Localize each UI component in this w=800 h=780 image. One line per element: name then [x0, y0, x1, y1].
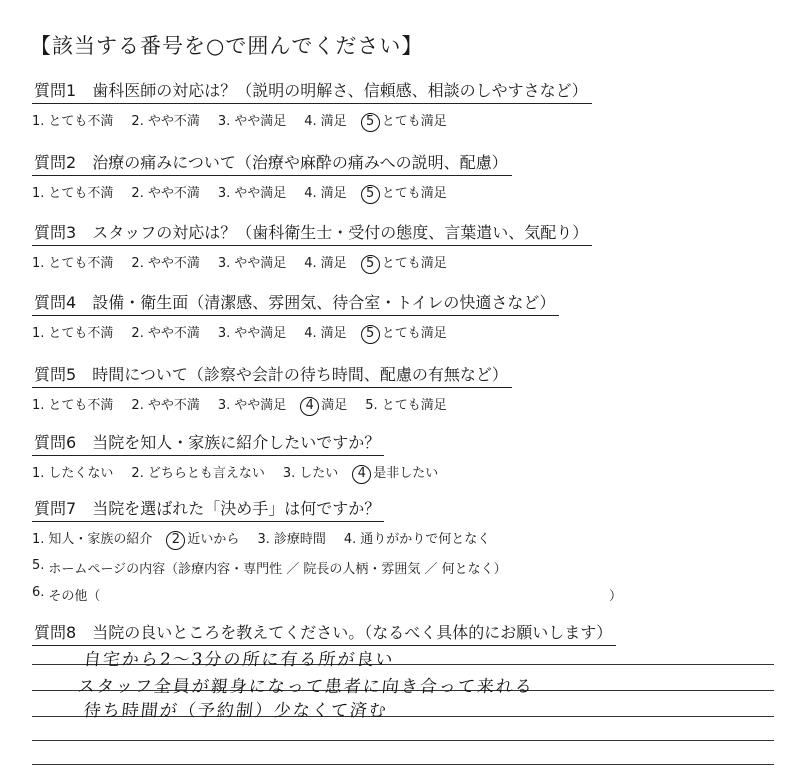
handwritten-answer-3: 待ち時間が（予約制）少なくて済む: [82, 701, 389, 721]
question-text: 歯科医師の対応は？（説明の明解さ、信頼感、相談のしやすさなど）: [92, 81, 588, 100]
option-5[interactable]: 5. とても満足: [365, 398, 447, 413]
answer-options: [32, 252, 772, 274]
question-text: 時間について（診察や会計の待ち時間、配慮の有無など）: [92, 365, 508, 384]
option-5-selected[interactable]: 5 とても満足: [365, 322, 447, 344]
question-title: [32, 362, 512, 388]
question-label: 質問6: [34, 433, 77, 452]
option-3[interactable]: 3. やや満足: [217, 114, 287, 129]
question-2: [32, 150, 772, 204]
option-1[interactable]: 1. とても不満: [32, 186, 114, 201]
question-label: 質問3: [34, 223, 77, 242]
question-label: 質問8: [34, 623, 77, 642]
option-4[interactable]: 4. 満足: [304, 326, 347, 341]
option-2[interactable]: 2. どちらとも言えない: [131, 466, 265, 481]
question-title: [32, 496, 384, 522]
page-title: 【該当する番号を○で囲んでください】: [30, 34, 424, 58]
option-4[interactable]: 4. 満足: [304, 256, 347, 271]
option-1[interactable]: 1. とても不満: [32, 398, 114, 413]
option-1[interactable]: 1. とても不満: [32, 326, 114, 341]
handwritten-answer-1: 自宅から2〜3分の所に有る所が良い: [82, 650, 396, 670]
option-3[interactable]: 3. やや満足: [217, 256, 287, 271]
question-text: スタッフの対応は？（歯科衛生士・受付の態度、言葉遣い、気配り）: [92, 223, 589, 242]
q7-option-3[interactable]: 3. 診療時間: [257, 532, 326, 547]
option-2[interactable]: 2. やや不満: [131, 256, 200, 271]
q7-option-6[interactable]: 6. その他（ ）: [32, 585, 622, 604]
question-4: [32, 290, 772, 344]
question-text: 当院を選ばれた「決め手」は何ですか？: [92, 499, 381, 518]
question-3: [32, 220, 772, 274]
option-3[interactable]: 3. やや満足: [217, 186, 287, 201]
option-4-selected[interactable]: 4 是非したい: [356, 462, 438, 484]
option-3[interactable]: 3. したい: [282, 466, 339, 481]
answer-options: [32, 182, 772, 204]
option-1[interactable]: 1. したくない: [32, 466, 114, 481]
option-4[interactable]: 4. 満足: [304, 186, 347, 201]
q7-option-2-selected[interactable]: 2 近いから: [170, 528, 239, 550]
question-text: 当院を知人・家族に紹介したいですか？: [92, 433, 381, 452]
q7-option-1[interactable]: 1. 知人・家族の紹介: [32, 532, 153, 547]
answer-options: [32, 110, 772, 132]
q7-options-row1: [32, 528, 772, 550]
option-1[interactable]: 1. とても不満: [32, 114, 114, 129]
option-5-selected[interactable]: 5 とても満足: [365, 182, 447, 204]
question-text: 治療の痛みについて（治療や麻酔の痛みへの説明、配慮）: [92, 153, 508, 172]
option-2[interactable]: 2. やや不満: [131, 114, 200, 129]
option-2[interactable]: 2. やや不満: [131, 186, 200, 201]
question-title: [32, 290, 559, 316]
question-label: 質問7: [34, 499, 77, 518]
answer-line: [32, 764, 774, 765]
question-1: [32, 78, 772, 132]
option-5-selected[interactable]: 5 とても満足: [365, 252, 447, 274]
question-label: 質問1: [34, 81, 77, 100]
question-label: 質問4: [34, 293, 77, 312]
question-text: 設備・衛生面（清潔感、雰囲気、待合室・トイレの快適さなど）: [92, 293, 556, 312]
answer-line: [32, 740, 774, 741]
question-6: [32, 430, 772, 484]
question-text: 当院の良いところを教えてください。（なるべく具体的にお願いします）: [92, 623, 613, 642]
answer-options: [32, 462, 772, 484]
question-title: [32, 78, 592, 104]
option-2[interactable]: 2. やや不満: [131, 326, 200, 341]
question-title: [32, 150, 512, 176]
answer-options: [32, 394, 772, 416]
question-title: [32, 430, 384, 456]
question-5: [32, 362, 772, 416]
option-5-selected[interactable]: 5 とても満足: [365, 110, 447, 132]
option-4[interactable]: 4. 満足: [304, 114, 347, 129]
option-1[interactable]: 1. とても不満: [32, 256, 114, 271]
question-7: [32, 496, 772, 604]
question-label: 質問5: [34, 365, 77, 384]
question-title: [32, 620, 616, 646]
option-4-selected[interactable]: 4 満足: [304, 394, 347, 416]
option-3[interactable]: 3. やや満足: [217, 398, 287, 413]
option-3[interactable]: 3. やや満足: [217, 326, 287, 341]
q7-option-4[interactable]: 4. 通りがかりで何となく: [343, 532, 491, 547]
question-title: [32, 220, 592, 246]
handwritten-answer-2: スタッフ全員が親身になって患者に向き合って来れる: [76, 677, 535, 697]
q7-option-5[interactable]: 5. ホームページの内容（診療内容・専門性 ／ 院長の人柄・雰囲気 ／ 何となく）: [32, 558, 507, 577]
question-8: [32, 620, 772, 646]
option-2[interactable]: 2. やや不満: [131, 398, 200, 413]
answer-options: [32, 322, 772, 344]
question-label: 質問2: [34, 153, 77, 172]
